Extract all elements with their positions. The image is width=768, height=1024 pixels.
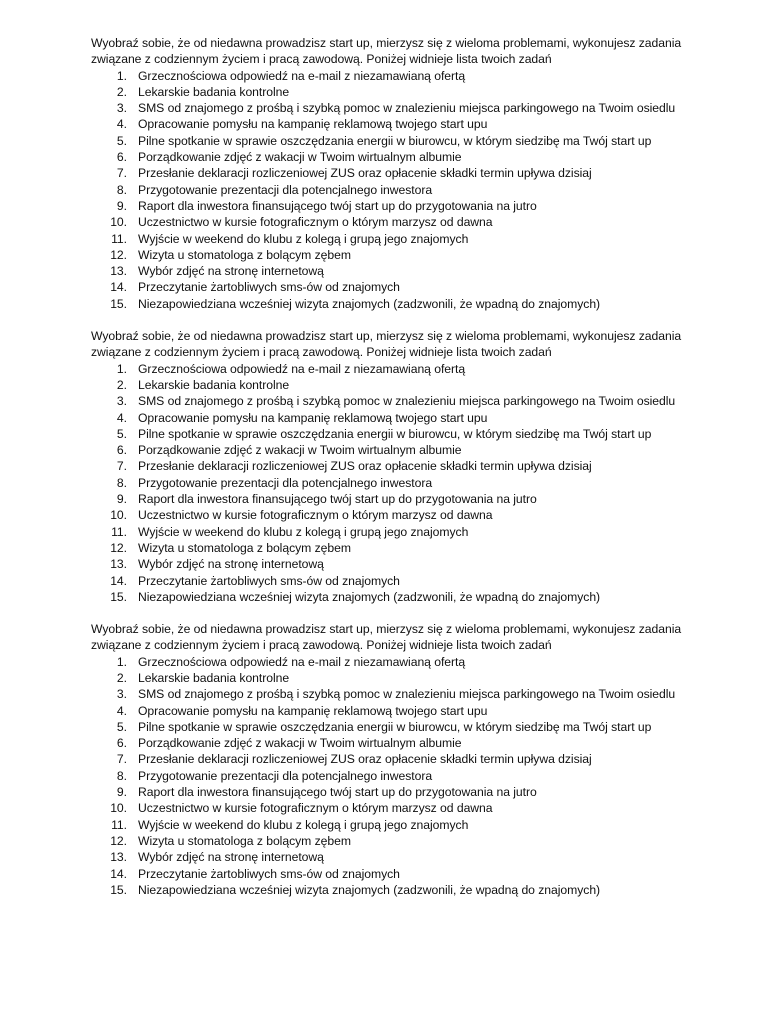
- task-list: [91, 68, 691, 312]
- list-item: [91, 849, 691, 865]
- list-item-number: 14.: [110, 573, 127, 588]
- section-intro: Wyobraź sobie, że od niedawna prowadzisz start up, mierzysz się z wieloma problemami, wykonujesz zadania związane z codziennym życiem i pracą zawodową. Poniżej widnieje lista twoich zadań: [91, 329, 682, 360]
- list-item-text: Raport dla inwestora finansującego twój start up do przygotowania na jutro: [138, 785, 537, 800]
- task-section-2: [91, 328, 691, 605]
- document-page: [91, 35, 691, 898]
- list-item: [91, 361, 691, 377]
- list-item: [91, 198, 691, 214]
- list-item-number: 12.: [110, 247, 127, 262]
- list-item-text: Pilne spotkanie w sprawie oszczędzania energii w biurowcu, w którym siedzibę ma Twój start up: [138, 426, 652, 441]
- list-item-number: 4.: [116, 410, 127, 425]
- list-item-number: 14.: [110, 866, 127, 881]
- list-item-text: Wyjście w weekend do klubu z kolegą i grupą jego znajomych: [138, 817, 469, 832]
- list-item-text: Uczestnictwo w kursie fotograficznym o którym marzysz od dawna: [138, 801, 493, 816]
- list-item-number: 11.: [111, 231, 127, 246]
- list-item-text: Wyjście w weekend do klubu z kolegą i grupą jego znajomych: [138, 231, 469, 246]
- list-item-text: Grzecznościowa odpowiedź na e-mail z niezamawianą ofertą: [138, 68, 466, 83]
- list-item-text: SMS od znajomego z prośbą i szybką pomoc w znalezieniu miejsca parkingowego na Twoim osiedlu: [138, 687, 676, 702]
- list-item-text: Lekarskie badania kontrolne: [138, 670, 290, 685]
- task-list: [91, 654, 691, 898]
- list-item-text: Wyjście w weekend do klubu z kolegą i grupą jego znajomych: [138, 524, 469, 539]
- list-item-number: 1.: [116, 68, 127, 83]
- list-item: [91, 247, 691, 263]
- list-item-number: 4.: [116, 117, 127, 132]
- list-item: [91, 279, 691, 295]
- list-item-number: 14.: [110, 280, 127, 295]
- list-item-number: 10.: [110, 508, 127, 523]
- list-item-number: 8.: [116, 475, 127, 490]
- list-item: [91, 231, 691, 247]
- list-item-text: Niezapowiedziana wcześniej wizyta znajomych (zadzwonili, że wpadną do znajomych): [138, 589, 601, 604]
- list-item-text: Przygotowanie prezentacji dla potencjalnego inwestora: [138, 768, 433, 783]
- list-item: [91, 458, 691, 474]
- list-item-text: Przesłanie deklaracji rozliczeniowej ZUS oraz opłacenie składki termin upływa dzisiaj: [138, 166, 592, 181]
- list-item-text: Pilne spotkanie w sprawie oszczędzania energii w biurowcu, w którym siedzibę ma Twój start up: [138, 719, 652, 734]
- list-item-text: Przeczytanie żartobliwych sms-ów od znajomych: [138, 866, 400, 881]
- list-item-text: Wybór zdjęć na stronę internetową: [138, 557, 324, 572]
- list-item-number: 11.: [111, 817, 127, 832]
- list-item-text: Wizyta u stomatologa z bolącym zębem: [138, 540, 351, 555]
- list-item-number: 7.: [116, 166, 127, 181]
- list-item: [91, 589, 691, 605]
- list-item-number: 3.: [116, 101, 127, 116]
- task-list: [91, 361, 691, 605]
- list-item: [91, 524, 691, 540]
- list-item-number: 9.: [116, 492, 127, 507]
- list-item-text: Przygotowanie prezentacji dla potencjalnego inwestora: [138, 182, 433, 197]
- list-item: [91, 133, 691, 149]
- list-item-text: Uczestnictwo w kursie fotograficznym o którym marzysz od dawna: [138, 215, 493, 230]
- list-item-text: Wybór zdjęć na stronę internetową: [138, 850, 324, 865]
- list-item: [91, 833, 691, 849]
- list-item-number: 6.: [116, 736, 127, 751]
- list-item-number: 4.: [116, 703, 127, 718]
- list-item: [91, 507, 691, 523]
- list-item: [91, 654, 691, 670]
- list-item: [91, 573, 691, 589]
- list-item-number: 5.: [116, 133, 127, 148]
- list-item: [91, 165, 691, 181]
- list-item-text: Przeczytanie żartobliwych sms-ów od znajomych: [138, 573, 400, 588]
- task-section-3: [91, 621, 691, 898]
- list-item-text: Wizyta u stomatologa z bolącym zębem: [138, 247, 351, 262]
- list-item: [91, 100, 691, 116]
- list-item-text: Przygotowanie prezentacji dla potencjalnego inwestora: [138, 475, 433, 490]
- list-item-number: 7.: [116, 459, 127, 474]
- list-item: [91, 784, 691, 800]
- list-item: [91, 84, 691, 100]
- list-item: [91, 442, 691, 458]
- list-item-text: Przesłanie deklaracji rozliczeniowej ZUS oraz opłacenie składki termin upływa dzisiaj: [138, 752, 592, 767]
- list-item-number: 2.: [116, 670, 127, 685]
- list-item-text: Przeczytanie żartobliwych sms-ów od znajomych: [138, 280, 400, 295]
- list-item: [91, 866, 691, 882]
- list-item-number: 8.: [116, 182, 127, 197]
- list-item-text: Opracowanie pomysłu na kampanię reklamową twojego start upu: [138, 703, 488, 718]
- list-item-text: Wizyta u stomatologa z bolącym zębem: [138, 833, 351, 848]
- list-item-number: 10.: [110, 215, 127, 230]
- list-item: [91, 556, 691, 572]
- list-item-number: 13.: [110, 557, 127, 572]
- list-item-text: Raport dla inwestora finansującego twój start up do przygotowania na jutro: [138, 198, 537, 213]
- list-item-number: 8.: [116, 768, 127, 783]
- list-item-number: 7.: [116, 752, 127, 767]
- list-item: [91, 800, 691, 816]
- list-item-text: Przesłanie deklaracji rozliczeniowej ZUS oraz opłacenie składki termin upływa dzisiaj: [138, 459, 592, 474]
- list-item-text: Opracowanie pomysłu na kampanię reklamową twojego start upu: [138, 410, 488, 425]
- section-intro: Wyobraź sobie, że od niedawna prowadzisz start up, mierzysz się z wieloma problemami, wykonujesz zadania związane z codziennym życiem i pracą zawodową. Poniżej widnieje lista twoich zadań: [91, 36, 682, 67]
- list-item-text: Niezapowiedziana wcześniej wizyta znajomych (zadzwonili, że wpadną do znajomych): [138, 296, 601, 311]
- list-item: [91, 719, 691, 735]
- list-item: [91, 182, 691, 198]
- list-item-number: 3.: [116, 394, 127, 409]
- list-item-text: Wybór zdjęć na stronę internetową: [138, 264, 324, 279]
- list-item: [91, 116, 691, 132]
- list-item-number: 2.: [116, 377, 127, 392]
- list-item: [91, 149, 691, 165]
- list-item-number: 15.: [110, 296, 127, 311]
- list-item-number: 13.: [110, 850, 127, 865]
- list-item-number: 15.: [110, 882, 127, 897]
- list-item-number: 12.: [110, 833, 127, 848]
- list-item-text: Uczestnictwo w kursie fotograficznym o którym marzysz od dawna: [138, 508, 493, 523]
- list-item: [91, 214, 691, 230]
- list-item-number: 1.: [116, 361, 127, 376]
- list-item-number: 13.: [110, 264, 127, 279]
- list-item-number: 6.: [116, 150, 127, 165]
- list-item-text: SMS od znajomego z prośbą i szybką pomoc w znalezieniu miejsca parkingowego na Twoim osiedlu: [138, 394, 676, 409]
- list-item: [91, 263, 691, 279]
- list-item: [91, 670, 691, 686]
- list-item-text: Lekarskie badania kontrolne: [138, 377, 290, 392]
- list-item-text: Porządkowanie zdjęć z wakacji w Twoim wirtualnym albumie: [138, 443, 462, 458]
- list-item-number: 9.: [116, 785, 127, 800]
- list-item-number: 12.: [110, 540, 127, 555]
- list-item: [91, 68, 691, 84]
- list-item-text: Lekarskie badania kontrolne: [138, 84, 290, 99]
- list-item: [91, 393, 691, 409]
- list-item: [91, 751, 691, 767]
- list-item-number: 5.: [116, 426, 127, 441]
- list-item-number: 1.: [116, 654, 127, 669]
- list-item-text: Grzecznościowa odpowiedź na e-mail z niezamawianą ofertą: [138, 361, 466, 376]
- list-item: [91, 296, 691, 312]
- list-item: [91, 475, 691, 491]
- list-item-number: 9.: [116, 198, 127, 213]
- list-item: [91, 817, 691, 833]
- list-item-text: Opracowanie pomysłu na kampanię reklamową twojego start upu: [138, 117, 488, 132]
- task-section-1: [91, 35, 691, 312]
- list-item: [91, 703, 691, 719]
- list-item-text: Porządkowanie zdjęć z wakacji w Twoim wirtualnym albumie: [138, 736, 462, 751]
- list-item: [91, 882, 691, 898]
- list-item-number: 3.: [116, 687, 127, 702]
- list-item: [91, 491, 691, 507]
- list-item-number: 2.: [116, 84, 127, 99]
- list-item-number: 10.: [110, 801, 127, 816]
- list-item: [91, 735, 691, 751]
- list-item: [91, 686, 691, 702]
- list-item-number: 11.: [111, 524, 127, 539]
- list-item-text: Raport dla inwestora finansującego twój start up do przygotowania na jutro: [138, 492, 537, 507]
- list-item: [91, 540, 691, 556]
- section-intro: Wyobraź sobie, że od niedawna prowadzisz start up, mierzysz się z wieloma problemami, wykonujesz zadania związane z codziennym życiem i pracą zawodową. Poniżej widnieje lista twoich zadań: [91, 622, 682, 653]
- list-item: [91, 410, 691, 426]
- list-item-number: 6.: [116, 443, 127, 458]
- list-item-number: 15.: [110, 589, 127, 604]
- list-item-text: Porządkowanie zdjęć z wakacji w Twoim wirtualnym albumie: [138, 150, 462, 165]
- list-item-text: Niezapowiedziana wcześniej wizyta znajomych (zadzwonili, że wpadną do znajomych): [138, 882, 601, 897]
- list-item-text: Pilne spotkanie w sprawie oszczędzania energii w biurowcu, w którym siedzibę ma Twój start up: [138, 133, 652, 148]
- list-item-text: Grzecznościowa odpowiedź na e-mail z niezamawianą ofertą: [138, 654, 466, 669]
- list-item: [91, 377, 691, 393]
- list-item-number: 5.: [116, 719, 127, 734]
- list-item-text: SMS od znajomego z prośbą i szybką pomoc w znalezieniu miejsca parkingowego na Twoim osiedlu: [138, 101, 676, 116]
- list-item: [91, 768, 691, 784]
- list-item: [91, 426, 691, 442]
